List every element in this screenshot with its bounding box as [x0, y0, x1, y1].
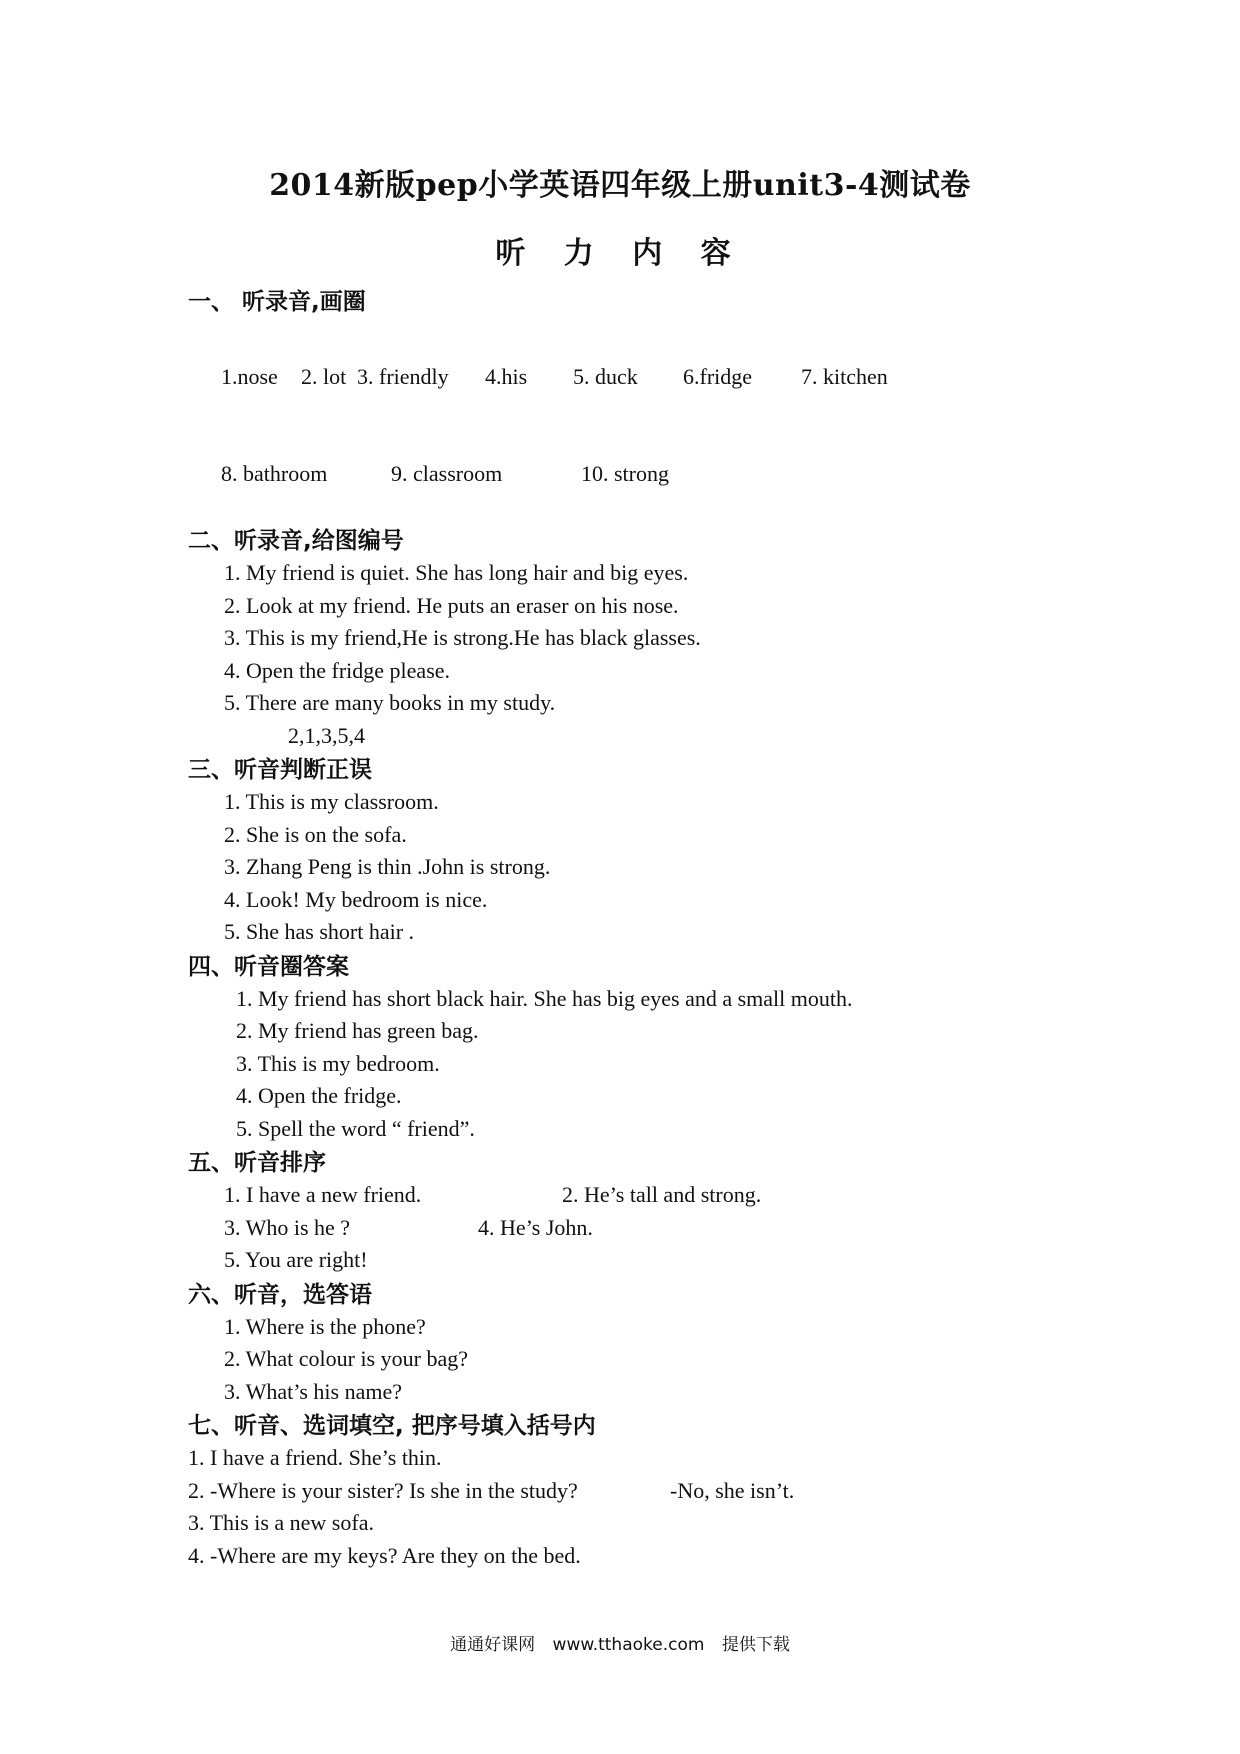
list-item: 1. My friend is quiet. She has long hair and big eyes.: [224, 560, 689, 585]
list-item: 3. This is my bedroom.: [236, 1050, 440, 1076]
word-item: 8. bathroom: [221, 461, 328, 486]
list-row: [188, 1212, 1188, 1245]
list-item: 3. Zhang Peng is thin .John is strong.: [224, 854, 551, 879]
list-item: 1. I have a friend. She’s thin.: [188, 1445, 442, 1470]
section-2-heading: 二、听录音,给图编号: [188, 528, 404, 554]
list-item: 5. She has short hair .: [224, 919, 415, 944]
list-item: 1. My friend has short black hair. She has big eyes and a small mouth.: [236, 985, 853, 1011]
word-item: 7. kitchen: [801, 363, 888, 389]
section-1-row-2: [188, 426, 1188, 524]
list-item: 3. This is my friend,He is strong.He has black glasses.: [224, 625, 701, 650]
list-item: -No, she isn’t.: [670, 1477, 795, 1503]
word-item: 1.nose: [221, 363, 278, 389]
list-item: 1. I have a new friend.: [224, 1182, 422, 1207]
section-5-heading: 五、听音排序: [188, 1150, 326, 1176]
word-item: 9. classroom: [391, 461, 503, 486]
footer-note: 提供下载: [721, 1635, 790, 1655]
word-item: 3. friendly: [357, 363, 449, 389]
word-item: 4.his: [485, 363, 528, 389]
list-item: 4. Open the fridge.: [236, 1083, 402, 1108]
section-7-heading: 七、听音、选词填空, 把序号填入括号内: [188, 1413, 596, 1439]
list-row: [188, 1179, 1188, 1212]
page-footer: [0, 1630, 1240, 1655]
word-item: 6.fridge: [683, 363, 753, 389]
word-item: 2. lot: [301, 363, 347, 389]
section-6-heading: 六、听音，选答语: [188, 1281, 372, 1308]
list-item: 3. What’s his name?: [224, 1378, 402, 1404]
section-1-row-1: [188, 328, 1188, 426]
list-row: [188, 1475, 1188, 1508]
list-item: 5. There are many books in my study.: [224, 690, 556, 715]
list-item: 4. He’s John.: [478, 1214, 593, 1240]
list-item: 2. -Where is your sister? Is she in the study?: [188, 1477, 578, 1503]
list-item: 2. My friend has green bag.: [236, 1018, 479, 1043]
list-item: 4. Look! My bedroom is nice.: [224, 886, 488, 912]
list-item: 2. Look at my friend. He puts an eraser on his nose.: [224, 592, 679, 618]
list-item: 3. Who is he ?: [224, 1214, 351, 1240]
list-item: 2. What colour is your bag?: [224, 1346, 468, 1371]
word-item: 5. duck: [573, 363, 638, 389]
section-4-heading: 四、听音圈答案: [188, 953, 349, 980]
list-item: 1. Where is the phone?: [224, 1313, 426, 1339]
section-1-heading: 一、 听录音,画圈: [188, 289, 366, 315]
list-item: 5. Spell the word “ friend”.: [236, 1115, 475, 1141]
footer-site-name: 通通好课网: [450, 1635, 536, 1655]
footer-url[interactable]: www.tthaoke.com: [552, 1635, 705, 1655]
exam-content: [188, 284, 1188, 1572]
list-item: 1. This is my classroom.: [224, 789, 439, 814]
page-title: 2014新版pep小学英语四年级上册unit3-4测试卷: [269, 168, 971, 203]
list-item: 2. She is on the sofa.: [224, 821, 407, 847]
list-item: 4. Open the fridge please.: [224, 657, 451, 683]
list-item: 3. This is a new sofa.: [188, 1510, 374, 1535]
page-subtitle: 听 力 内 容: [495, 236, 745, 271]
answer-key: 2,1,3,5,4: [288, 722, 365, 748]
list-item: 2. He’s tall and strong.: [562, 1182, 762, 1207]
list-item: 5. You are right!: [224, 1247, 368, 1272]
section-3-heading: 三、听音判断正误: [188, 757, 372, 783]
word-item: 10. strong: [581, 461, 669, 486]
list-item: 4. -Where are my keys? Are they on the bed.: [188, 1542, 581, 1568]
